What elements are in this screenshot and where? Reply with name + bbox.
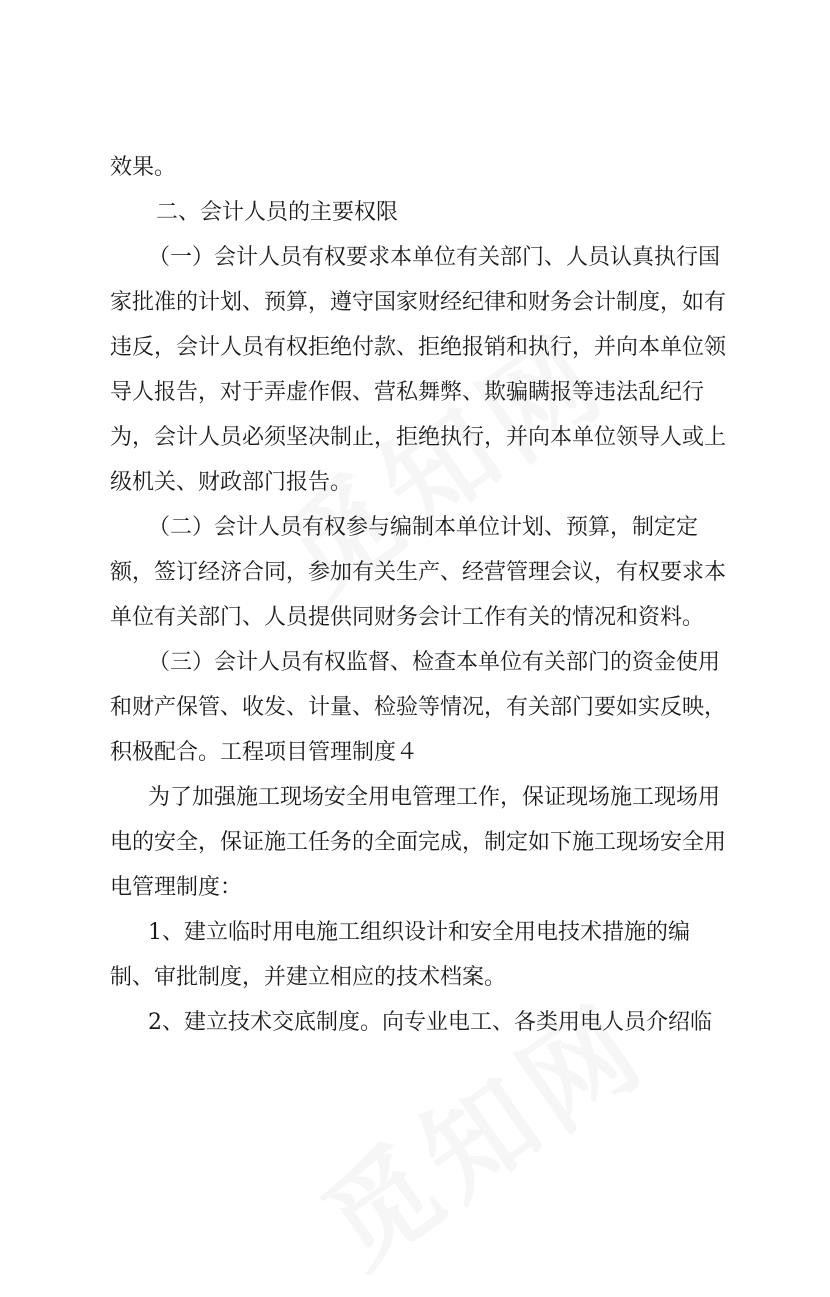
text-line: 电的安全，保证施工任务的全面完成，制定如下施工现场安全用 (110, 830, 727, 855)
text-line: 违反，会计人员有权拒绝付款、拒绝报销和执行，并向本单位领 (110, 335, 727, 360)
text-line: 效果。 (110, 155, 177, 180)
text-line: 额，签订经济合同，参加有关生产、经营管理会议，有权要求本 (110, 560, 727, 585)
text-line: 2、建立技术交底制度。向专业电工、各类用电人员介绍临 (148, 1010, 712, 1035)
text-line: （三）会计人员有权监督、检查本单位有关部门的资金使用 (148, 650, 721, 675)
text-line: 导人报告，对于弄虚作假、营私舞弊、欺骗瞒报等违法乱纪行 (110, 380, 705, 405)
text-line: 为，会计人员必须坚决制止，拒绝执行，并向本单位领导人或上 (110, 425, 727, 450)
text-line: 1、建立临时用电施工组织设计和安全用电技术措施的编 (148, 920, 690, 945)
text-line: 电管理制度： (110, 875, 243, 900)
text-line: 为了加强施工现场安全用电管理工作，保证现场施工现场用 (148, 785, 721, 810)
text-line: （二）会计人员有权参与编制本单位计划、预算，制定定 (148, 515, 699, 540)
text-line: 积极配合。工程项目管理制度４ (110, 740, 419, 765)
section-heading: 二、会计人员的主要权限 (156, 200, 399, 225)
text-line: （一）会计人员有权要求本单位有关部门、人员认真执行国 (148, 245, 721, 270)
text-line: 单位有关部门、人员提供同财务会计工作有关的情况和资料。 (110, 605, 705, 630)
text-line: 家批准的计划、预算，遵守国家财经纪律和财务会计制度，如有 (110, 290, 727, 315)
text-line: 和财产保管、收发、计量、检验等情况，有关部门要如实反映， (110, 695, 727, 720)
text-line: 制、审批制度，并建立相应的技术档案。 (110, 965, 507, 990)
text-line: 级机关、财政部门报告。 (110, 470, 353, 495)
